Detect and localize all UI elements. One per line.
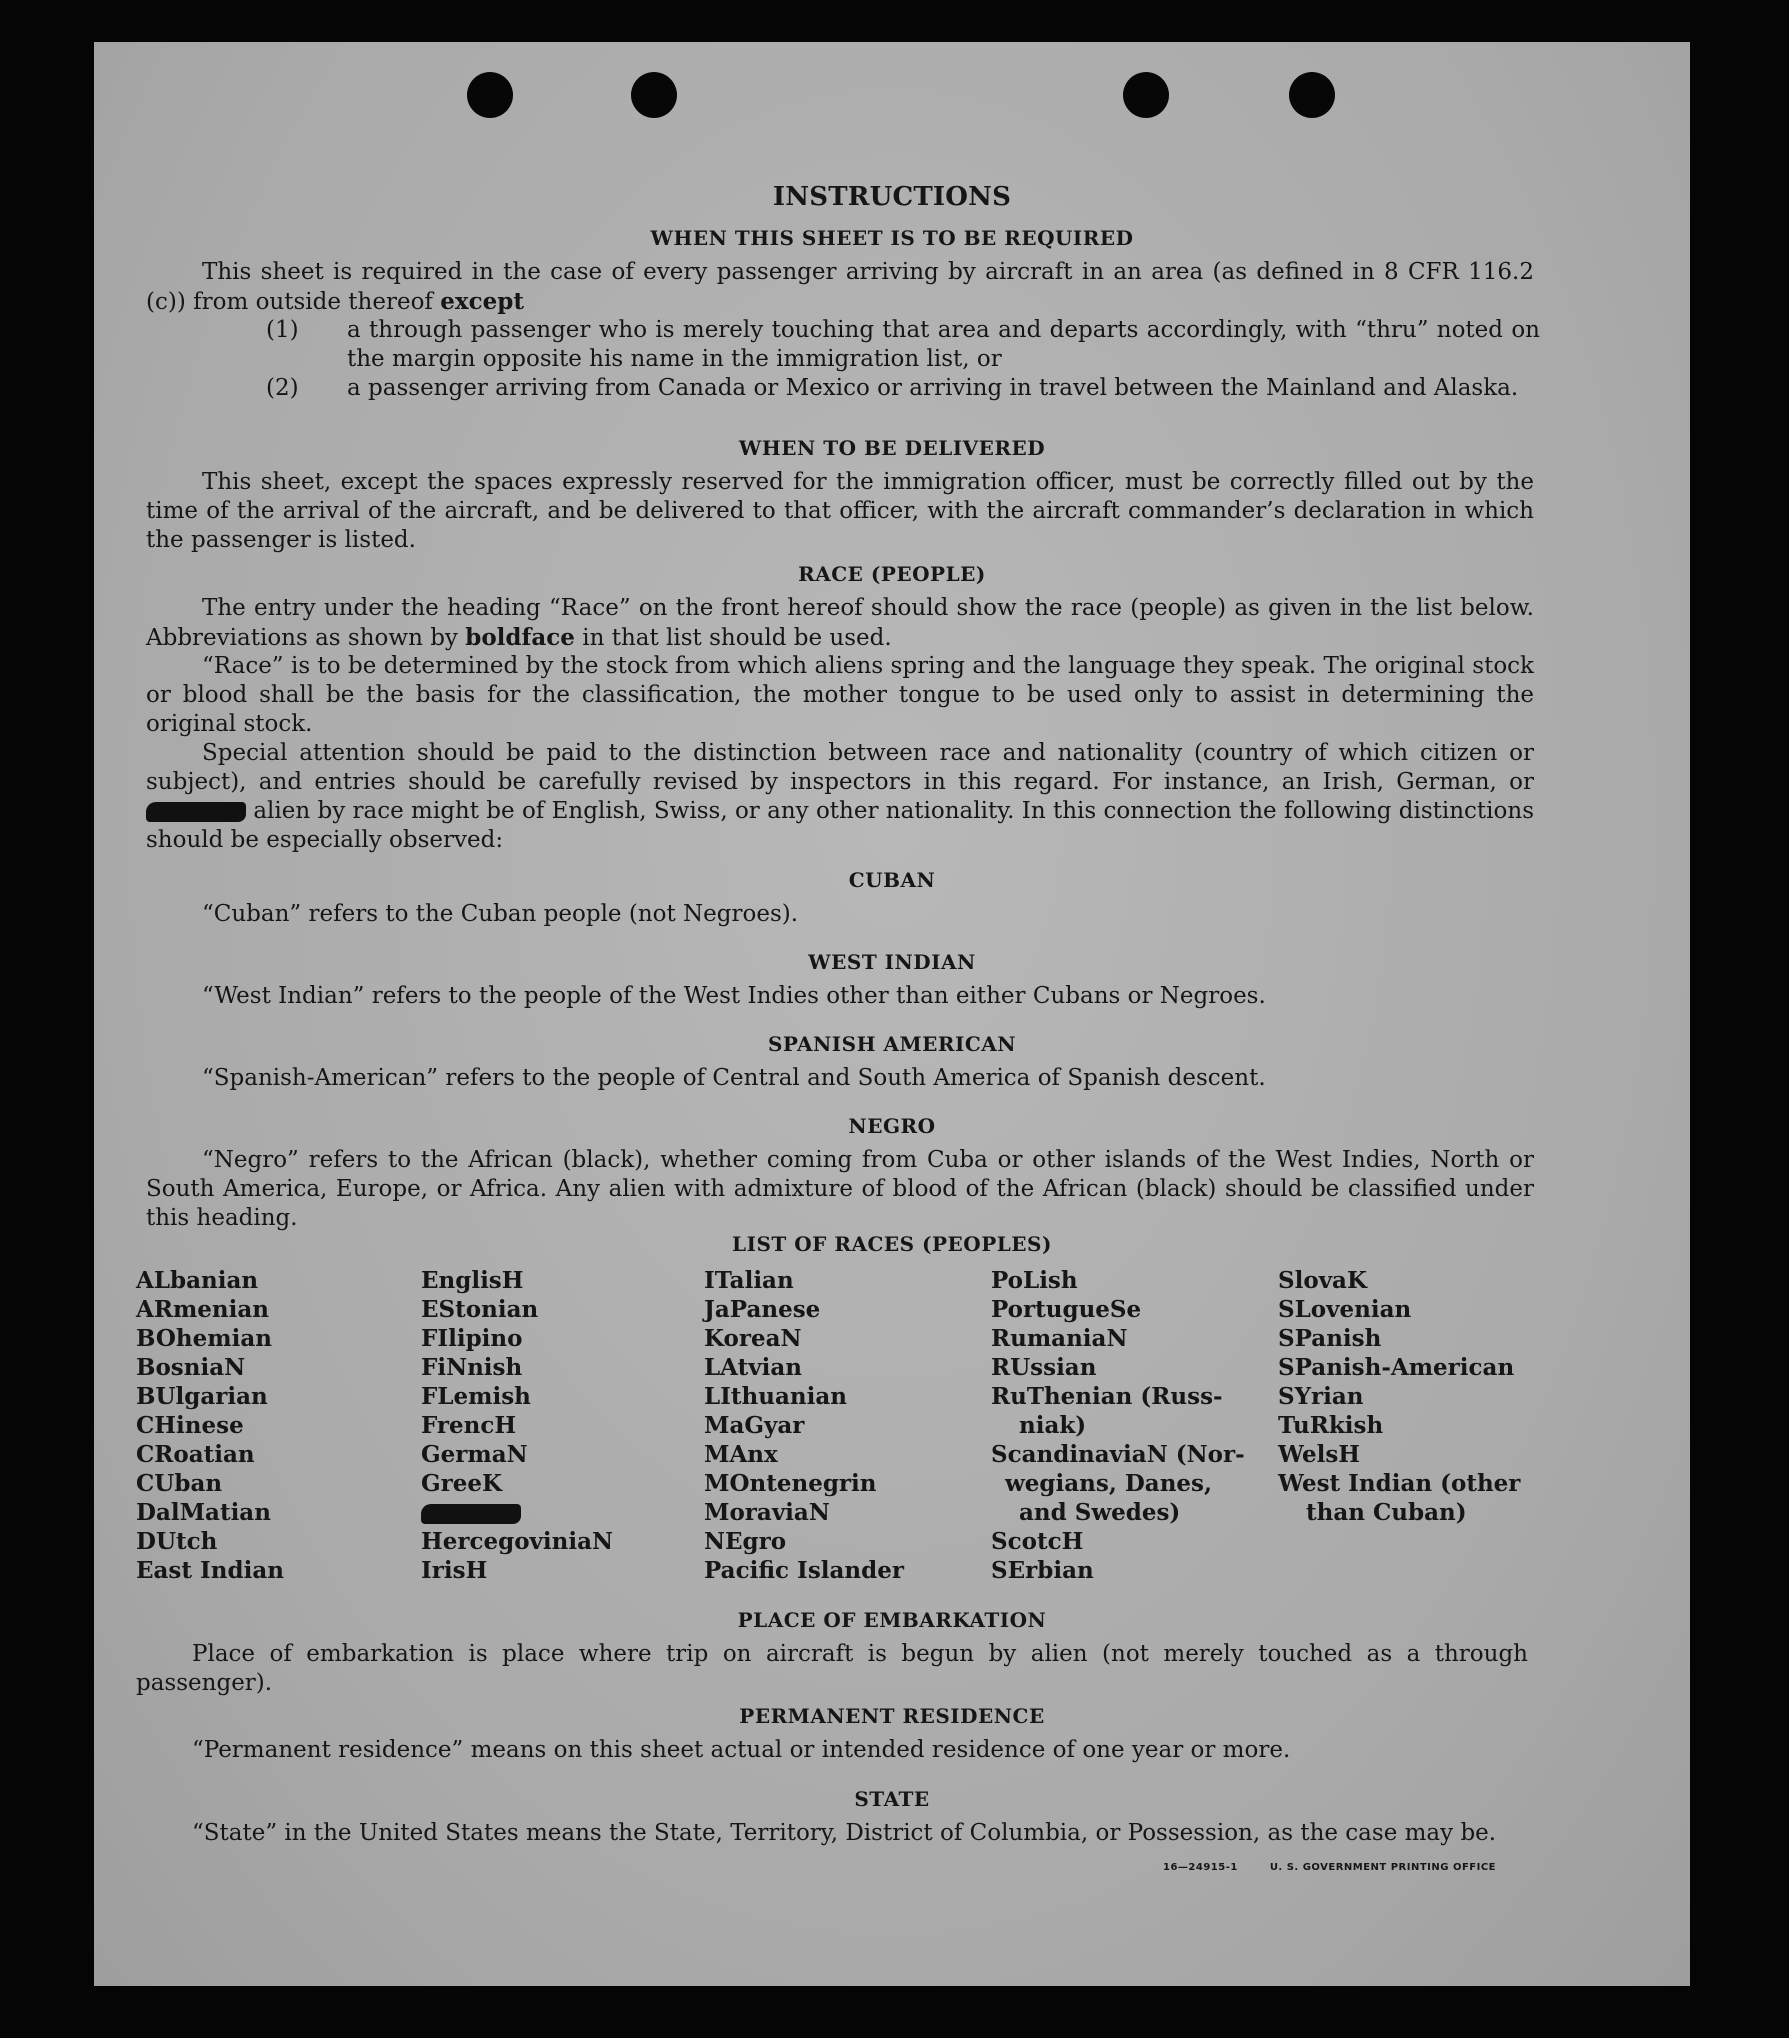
list-item: GermaN (421, 1441, 528, 1468)
list-item: than Cuban) (1306, 1499, 1467, 1526)
list-item: PortugueSe (991, 1296, 1142, 1323)
race-paragraph-2: “Race” is to be determined by the stock from which aliens spring and the language they speak. The original stock or blood shall be the basis for the classification, the mother tongue to be used only to assist in determining the original stock. (146, 653, 1534, 737)
list-item (421, 1498, 613, 1527)
list-item: ScotcH (991, 1528, 1084, 1555)
list-item: IrisH (421, 1557, 488, 1584)
page-title: INSTRUCTIONS (772, 182, 1012, 212)
list-item: and Swedes) (1019, 1499, 1181, 1526)
race-paragraph-1: The entry under the heading “Race” on the front hereof should show the race (people) as given in the list below. Abbreviations as shown by boldface in that list should be used. (146, 595, 1534, 651)
list-item: East Indian (136, 1557, 284, 1584)
redaction-mark (421, 1504, 521, 1524)
list-item: HercegoviniaN (421, 1528, 614, 1555)
list-item: EnglisH (421, 1267, 524, 1294)
race-paragraph-3: Special attention should be paid to the distinction between race and nationality (country of which citizen or subject), and entries should be carefully revised by inspectors in this regard. For instance, an Irish, German, or alien by race might be of English, Swiss, or any other nationality. In this connection the following distinctions should be especially observed: (146, 740, 1534, 853)
list-item: DalMatian (136, 1499, 271, 1526)
list-item: SPanish (1278, 1325, 1382, 1352)
race-column (704, 1266, 904, 1585)
race-column (421, 1266, 613, 1585)
list-item: SlovaK (1278, 1267, 1367, 1294)
section-heading-list-of-races: LIST OF RACES (PEOPLES) (732, 1232, 1052, 1256)
west-indian-text: “West Indian” refers to the people of the West Indies other than either Cubans or Negroes. (202, 983, 1266, 1009)
list-item: SErbian (991, 1557, 1094, 1584)
punch-hole (631, 72, 677, 118)
residence-text: “Permanent residence” means on this sheet actual or intended residence of one year or more. (192, 1737, 1291, 1763)
section-heading-state: STATE (854, 1787, 930, 1811)
list-item: SYrian (1278, 1383, 1364, 1410)
list-item: FrencH (421, 1412, 517, 1439)
list-item: LAtvian (704, 1354, 802, 1381)
print-footer (1163, 1862, 1524, 1873)
list-item: FiNnish (421, 1354, 523, 1381)
race-column (136, 1266, 284, 1585)
list-item: BOhemian (136, 1325, 272, 1352)
list-item: WelsH (1278, 1441, 1361, 1468)
when-delivered-text: This sheet, except the spaces expressly reserved for the immigration officer, must be correctly filled out by the time of the arrival of the aircraft, and be delivered to that officer, with the aircraft commander’s declaration in which the passenger is listed. (146, 469, 1534, 553)
list-item: DUtch (136, 1528, 218, 1555)
when-required-intro: This sheet is required in the case of every passenger arriving by aircraft in an area (as defined in 8 CFR 116.2 (c)) from outside thereof except (146, 259, 1534, 315)
section-heading-west-indian: WEST INDIAN (808, 950, 976, 974)
list-item: RUssian (991, 1354, 1097, 1381)
list-item: CUban (136, 1470, 223, 1497)
section-heading-embarkation: PLACE OF EMBARKATION (737, 1608, 1047, 1632)
list-item: JaPanese (704, 1296, 821, 1323)
list-item: ARmenian (136, 1296, 270, 1323)
list-item: RumaniaN (991, 1325, 1128, 1352)
list-item: MAnx (704, 1441, 778, 1468)
list-item: LIthuanian (704, 1383, 847, 1410)
list-item: MoraviaN (704, 1499, 830, 1526)
list-item: West Indian (other (1278, 1470, 1521, 1497)
list-item: SPanish-American (1278, 1354, 1515, 1381)
list-item: BUlgarian (136, 1383, 268, 1410)
spanish-american-text: “Spanish-American” refers to the people of Central and South America of Spanish descent. (202, 1065, 1266, 1091)
list-item: TuRkish (1278, 1412, 1384, 1439)
section-heading-negro: NEGRO (848, 1114, 936, 1138)
list-item: FIlipino (421, 1325, 523, 1352)
list-item: MaGyar (704, 1412, 805, 1439)
list-item: ITalian (704, 1267, 794, 1294)
list-item: EStonian (421, 1296, 539, 1323)
list-item: FLemish (421, 1383, 531, 1410)
list-item: CHinese (136, 1412, 244, 1439)
section-heading-when-delivered: WHEN TO BE DELIVERED (738, 436, 1046, 460)
list-item: niak) (1019, 1412, 1087, 1439)
cuban-text: “Cuban” refers to the Cuban people (not Negroes). (202, 901, 799, 927)
list-item: wegians, Danes, (1005, 1470, 1212, 1497)
document-sheet: INSTRUCTIONS WHEN THIS SHEET IS TO BE REQUIRED This sheet is required in the case of every passenger arriving by aircraft in an area (as defined in 8 CFR 116.2 (c)) from outside thereof except (1) a through passenger who is merely touching that area and departs accordingly, with “thru” noted on the margin opposite his name in the immigration list, or (2) a passenger arriving from Canada or Mexico or arriving in travel between the Mainland and Alaska. WHEN TO BE DELIVERED This sheet, except the spaces expressly reserved for the immigration officer, must be correctly filled out by the time of the arrival of the aircraft, and be delivered to that officer, with the aircraft commander’s declaration in which the passenger is listed. RACE (PEOPLE) The entry under the heading “Race” on the front hereof should show the race (people) as given in the list below. Abbreviations as shown by boldface in that list should be used. “Race” is to be determined by the stock from which aliens spring and the language they speak. The original stock or blood shall be the basis for the classification, the mother tongue to be used only to assist in determining the original stock. Special attention should be paid to the distinction between race and nationality (country of which citizen or subject), and entries should be carefully revised by inspectors in this regard. For instance, an Irish, German, or alien by race might be of English, Swiss, or any other nationality. In this connection the following distinctions should be especially observed: CUBAN “Cuban” refers to the Cuban people (not Negroes). WEST INDIAN “West Indian” refers to the people of the West Indies other than either Cubans or Negroes. SPANISH AMERICAN “Spanish-American” refers to the people of Central and South America of Spanish descent. NEGRO “Negro” refers to the African (black), whether coming from Cuba or other islands of the West Indies, North or South America, Europe, or Africa. Any alien with admixture of blood of the African (black) should be classified under this heading. LIST OF RACES (PEOPLES) ALbanian ARmenian BOhemian BosniaN BUlgarian CHinese CRoatian CUban DalMatian DUtch East Indian EnglisH EStonian FIlipino FiNnish FLemish FrencH GermaN GreeK HercegoviniaN IrisH ITalian JaPanese KoreaN LAtvian LIthuanian MaGyar MAnx MOntenegrin MoraviaN NEgro Pacific Islander PoLish PortugueSe RumaniaN RUssian RuThenian (Russ- niak) ScandinaviaN (Nor- wegians, Danes, and Swedes) ScotcH SErbian SlovaK SLovenian SPanish SPanish-American SYrian TuRkish WelsH West Indian (other than Cuban) PLACE OF EMBARKATION Place of embarkation is place where trip on aircraft is begun by alien (not merely touched as a through passenger). PERMANENT RESIDENCE “Permanent residence” means on this sheet actual or intended residence of one year or more. STATE “State” in the United States means the State, Territory, District of Columbia, or Possession, as the case may be. 16—24915-1 U. S. GOVERNMENT PRINTING OFFICE (94, 42, 1690, 1986)
section-heading-when-required: WHEN THIS SHEET IS TO BE REQUIRED (650, 226, 1134, 250)
form-number: 16—24915-1 (1163, 1862, 1238, 1873)
list-item: SLovenian (1278, 1296, 1412, 1323)
list-item: ALbanian (136, 1267, 259, 1294)
section-heading-cuban: CUBAN (848, 868, 936, 892)
list-item: PoLish (991, 1267, 1078, 1294)
race-column (991, 1266, 1245, 1585)
section-heading-residence: PERMANENT RESIDENCE (739, 1704, 1045, 1728)
embarkation-text: Place of embarkation is place where trip on aircraft is begun by alien (not merely touched as a through passenger). (136, 1641, 1528, 1696)
punch-hole (1289, 72, 1335, 118)
list-item: ScandinaviaN (Nor- (991, 1441, 1245, 1468)
section-heading-race: RACE (PEOPLE) (798, 562, 986, 586)
list-item: BosniaN (136, 1354, 246, 1381)
punch-hole (1123, 72, 1169, 118)
list-item: MOntenegrin (704, 1470, 877, 1497)
list-item: KoreaN (704, 1325, 802, 1352)
list-item: GreeK (421, 1470, 503, 1497)
state-text: “State” in the United States means the State, Territory, District of Columbia, or Possession, as the case may be. (192, 1820, 1497, 1846)
list-item: Pacific Islander (704, 1557, 904, 1584)
list-item: RuThenian (Russ- (991, 1383, 1223, 1410)
redaction-mark (146, 802, 246, 822)
list-item: NEgro (704, 1528, 787, 1555)
race-column (1278, 1266, 1520, 1527)
list-item: CRoatian (136, 1441, 255, 1468)
negro-text: “Negro” refers to the African (black), whether coming from Cuba or other islands of the West Indies, North or South America, Europe, or Africa. Any alien with admixture of blood of the African (black) should be classified under this heading. (146, 1147, 1534, 1231)
punch-hole (467, 72, 513, 118)
section-heading-spanish-american: SPANISH AMERICAN (767, 1032, 1017, 1056)
printer-imprint: U. S. GOVERNMENT PRINTING OFFICE (1269, 1862, 1497, 1873)
